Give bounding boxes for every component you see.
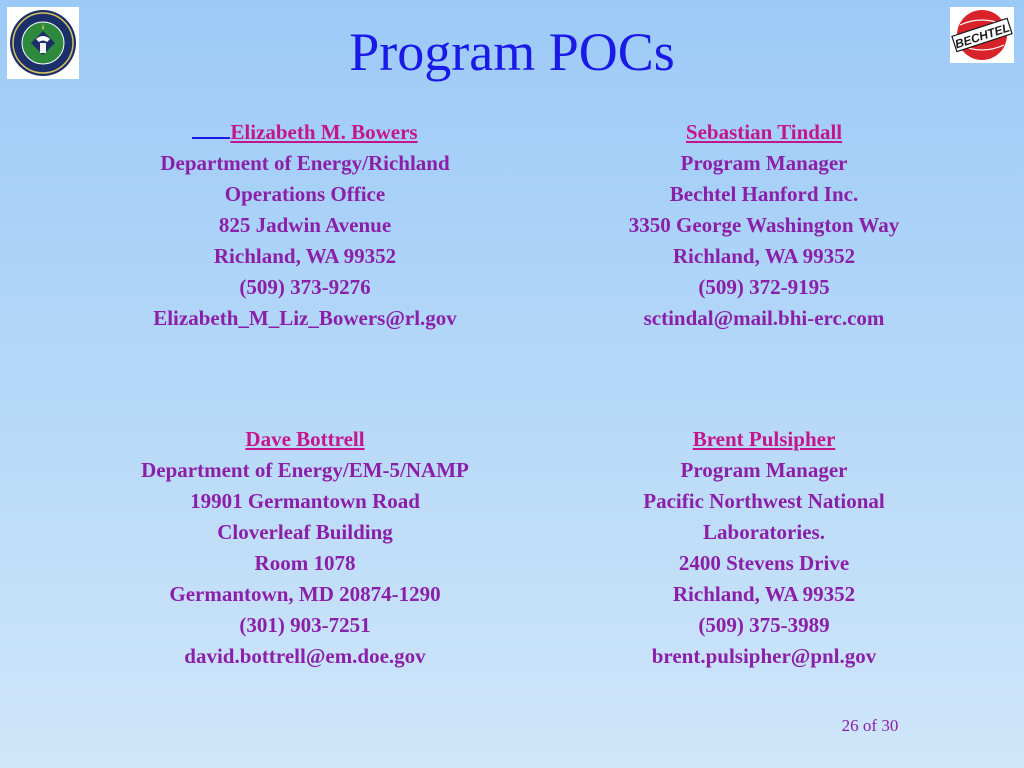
contact-phone: (509) 375-3989	[698, 613, 830, 637]
contact-line: 825 Jadwin Avenue	[218, 213, 392, 237]
underline-decoration	[192, 119, 230, 139]
contact-line: Program Manager	[680, 151, 848, 175]
contact-line: Bechtel Hanford Inc.	[669, 182, 859, 206]
contact-name: Dave Bottrell	[245, 427, 365, 451]
contact-line: Department of Energy/Richland	[160, 151, 450, 175]
contact-phone: (509) 373-9276	[239, 275, 371, 299]
contact-name: Brent Pulsipher	[692, 427, 836, 451]
contact-line: Program Manager	[680, 458, 848, 482]
contact-card	[544, 117, 984, 334]
contact-card	[544, 424, 984, 672]
contact-line: Operations Office	[224, 182, 386, 206]
contact-card	[85, 117, 525, 334]
contact-phone: (509) 372-9195	[698, 275, 830, 299]
page-number: 26 of 30	[841, 716, 899, 735]
contact-line: 2400 Stevens Drive	[678, 551, 850, 575]
bechtel-logo-text: BECHTEL	[953, 20, 1012, 52]
contact-line: Richland, WA 99352	[672, 582, 856, 606]
contact-line: Department of Energy/EM-5/NAMP	[141, 458, 469, 482]
contact-line: 19901 Germantown Road	[190, 489, 420, 513]
contact-name: Sebastian Tindall	[685, 120, 843, 144]
contact-email: sctindal@mail.bhi-erc.com	[643, 306, 885, 330]
contact-line: Pacific Northwest National	[643, 489, 885, 513]
page-title: Program POCs	[349, 22, 675, 82]
contact-line: Richland, WA 99352	[672, 244, 856, 268]
contact-email: Elizabeth_M_Liz_Bowers@rl.gov	[153, 306, 457, 330]
contact-name: Elizabeth M. Bowers	[230, 120, 418, 144]
contact-line: Laboratories.	[703, 520, 825, 544]
contact-email: brent.pulsipher@pnl.gov	[651, 644, 877, 668]
contact-line: 3350 George Washington Way	[628, 213, 900, 237]
contact-card	[85, 424, 525, 672]
contact-line: Richland, WA 99352	[213, 244, 397, 268]
contact-line: Cloverleaf Building	[217, 520, 393, 544]
contact-line: Germantown, MD 20874-1290	[169, 582, 441, 606]
contact-email: david.bottrell@em.doe.gov	[184, 644, 426, 668]
contact-phone: (301) 903-7251	[239, 613, 371, 637]
contact-line: Room 1078	[254, 551, 356, 575]
